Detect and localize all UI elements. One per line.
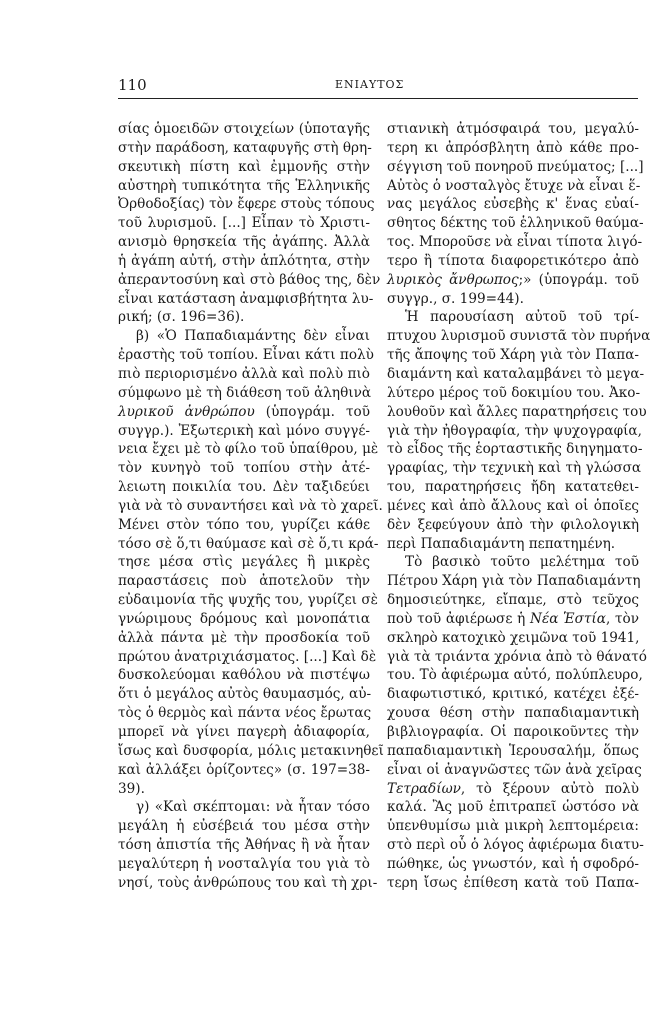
text-line	[387, 610, 639, 629]
text-line: λειωτη ποικιλία του. Δὲν ταξιδεύει	[118, 479, 370, 496]
text-line: πιὸ περιορισμένο ἀλλὰ καὶ πολὺ πιὸ	[118, 365, 370, 382]
text-line: στὸ περὶ οὗ ὁ λόγος ἀφιέρωμα διατυ-	[387, 837, 644, 854]
text-line: τὸς ὁ θερμὸς καὶ πάντα νέος ἔρωτας	[118, 705, 372, 722]
text-line: εὐδαιμονία τῆς ψυχῆς του, γυρίζει σὲ	[118, 592, 378, 609]
text-line: Αὐτὸς ὁ νοσταλγὸς ἔτυχε νὰ εἶναι ἕ-	[387, 177, 641, 194]
text-line: του, παρατηρήσεις ἤδη κατατεθει-	[387, 479, 639, 496]
text-line: δυσκολεύομαι καθόλου νὰ πιστέψω	[118, 667, 370, 684]
text-line: μένες καὶ ἀπὸ ἄλλους καὶ οἱ ὁποῖες	[387, 497, 639, 514]
text-line: τῆς ἄποψης τοῦ Χάρη γιὰ τὸν Παπα-	[387, 347, 639, 364]
text-line: σέγγιση τοῦ πονηροῦ πνεύματος; [...]	[387, 158, 644, 175]
text-line: του. Τὸ ἀφιέρωμα αὐτό, πολύπλευρο,	[387, 667, 643, 684]
text-line: στιανικὴ ἀτμόσφαιρά του, μεγαλύ-	[387, 121, 639, 137]
text-line: ἐραστὴς τοῦ τοπίου. Εἶναι κάτι πολὺ	[118, 347, 374, 364]
text-line: νεια ἔχει μὲ τὸ φίλο τοῦ ὑπαίθρου, μὲ	[118, 441, 379, 458]
left-text-column	[118, 120, 384, 893]
text-line	[387, 780, 639, 799]
text-line: τὸ εἶδος τῆς ἑορταστικῆς διηγηματο-	[387, 441, 643, 458]
text-line: διαμάντη καὶ καταλαμβάνει τὸ μεγα-	[387, 365, 645, 382]
text-line: χουσα θέση στὴν παπαδιαμαντικὴ	[387, 705, 639, 722]
page-number: 110	[118, 76, 147, 94]
text-line: καὶ ἀλλάξει ὁρίζοντες» (σ. 197=38-	[118, 761, 370, 778]
text-line: Ἡ παρουσίαση αὐτοῦ τοῦ τρί-	[405, 309, 639, 326]
text-line: διαφωτιστικό, κριτικό, κατέχει ἐξέ-	[387, 686, 639, 703]
text-line: ὅτι ὁ μεγάλος αὐτὸς θαυμασμός, αὐ-	[118, 686, 372, 703]
text-line: συγγρ.). Ἐξωτερικὴ καὶ μόνο συγγέ-	[118, 422, 370, 439]
text-line: σύμφωνο μὲ τὴ διάθεση τοῦ ἀληθινὰ	[118, 384, 372, 401]
text-run: ;» (ὑπογράμ. τοῦ	[518, 271, 639, 288]
page-header	[118, 76, 530, 98]
text-line: ανισμὸ θρησκεία τῆς ἀγάπης. Ἀλλὰ	[118, 234, 370, 251]
text-line: Ὀρθοδοξίας) τὸν ἔφερε στοὺς τόπους	[118, 196, 375, 213]
text-line: τὸν κυνηγὸ τοῦ τοπίου στὴν ἀτέ-	[118, 460, 370, 477]
text-line: γραφίας, τὴν τεχνικὴ καὶ τὴ γλώσσα	[387, 460, 642, 477]
text-line	[118, 403, 370, 422]
text-line: πτυχου λυρισμοῦ συνιστᾶ τὸν πυρήνα	[387, 328, 651, 345]
text-line: σκευτικὴ πίστη καὶ ἐμμονῆς στὴν	[118, 158, 370, 175]
text-line: γιὰ τὰ τριάντα χρόνια ἀπὸ τὸ θάνατό	[387, 648, 647, 665]
text-line: πώθηκε, ὡς γνωστόν, καὶ ἡ σφοδρό-	[387, 855, 639, 872]
text-line: δημοσιεύτηκε, εἴπαμε, στὸ τεῦχος	[387, 592, 639, 609]
text-line: μεγάλη ἡ εὐσέβειά του μέσα στὴν	[118, 818, 370, 835]
text-line: καλά. Ἂς μοῦ ἐπιτραπεῖ ὡστόσο νὰ	[387, 799, 639, 816]
text-line: σίας ὁμοειδῶν στοιχείων (ὑποταγῆς	[118, 121, 370, 137]
text-line: Μένει στὸν τόπο του, γυρίζει κάθε	[118, 516, 370, 533]
text-line: τοῦ λυρισμοῦ. [...] Εἶπαν τὸ Χριστι-	[118, 215, 370, 232]
text-line: τησε μέσα στὶς μεγάλες ἢ μικρὲς	[118, 554, 370, 571]
text-line: βιβλιογραφία. Οἱ παροικοῦντες τὴν	[387, 724, 639, 740]
text-run: , τὸ ξέρουν αὐτὸ πολὺ	[460, 780, 639, 797]
text-line: γιὰ τὴν ἠθογραφία, τὴν ψυχογραφία,	[387, 422, 642, 439]
text-line: Τὸ βασικὸ τοῦτο μελέτημα τοῦ	[405, 554, 639, 571]
text-line: αὐστηρὴ τυπικότητα τῆς Ἑλληνικῆς	[118, 177, 370, 194]
text-line: λύτερο μέρος τοῦ δοκιμίου του. Ἀκο-	[387, 384, 641, 401]
text-line: ἀλλὰ πάντα μὲ τὴν προσδοκία τοῦ	[118, 629, 370, 646]
text-line: γ) «Καὶ σκέπτομαι: νὰ ἦταν τόσο	[136, 799, 370, 816]
header-rule	[118, 98, 638, 99]
text-line: περὶ Παπαδιαμάντη πεπατημένη.	[387, 535, 616, 552]
text-line: εἶναι οἱ ἀναγνῶστες τῶν ἀνὰ χεῖρας	[387, 761, 642, 778]
text-line: β) «Ὁ Παπαδιαμάντης δὲν εἶναι	[136, 328, 370, 345]
text-line: γνώριμους δρόμους καὶ μονοπάτια	[118, 610, 370, 627]
text-line: παραστάσεις ποὺ ἀποτελοῦν τὴν	[118, 573, 370, 590]
text-line: νησί, τοὺς ἀνθρώπους του καὶ τὴ χρι-	[118, 874, 378, 891]
text-line: δὲν ξεφεύγουν ἀπὸ τὴν φιλολογικὴ	[387, 516, 639, 533]
text-line: 39).	[118, 780, 145, 797]
text-line: ἀπεραντοσύνη καὶ στὸ βάθος της, δὲν	[118, 271, 381, 288]
text-line: συγγρ., σ. 199=44).	[387, 290, 524, 307]
text-line: στὴν παράδοση, καταφυγῆς στὴ θρη-	[118, 139, 372, 156]
text-line: σκληρὸ κατοχικὸ χειμῶνα τοῦ 1941,	[387, 629, 640, 646]
text-line: πρώτου ἀνατριχιάσματος. [...] Καὶ δὲ	[118, 648, 377, 665]
text-run: ποὺ τοῦ ἀφιέρωσε ἡ	[387, 610, 531, 627]
italic-text: Τετραδίων	[387, 780, 461, 797]
italic-text: Νέα Ἑστία	[530, 610, 606, 627]
text-line: σθητος δέκτης τοῦ ἑλληνικοῦ θαύμα-	[387, 215, 644, 232]
running-head: ΕΝΙΑΥΤΟΣ	[335, 78, 405, 91]
text-line: παπαδιαμαντικὴ Ἱερουσαλήμ, ὅπως	[387, 742, 639, 759]
text-line: τερο ἢ τίποτα διαφορετικότερο ἀπὸ	[387, 252, 639, 269]
text-line: ἡ ἀγάπη αὐτή, στὴν ἁπλότητα, στὴν	[118, 252, 370, 269]
text-line: εἶναι κατάσταση ἀναμφισβήτητα λυ-	[118, 290, 374, 307]
text-run: (ὑπογράμ. τοῦ	[254, 403, 370, 420]
text-line: τερη κι ἀπρόσβλητη ἀπὸ κάθε προ-	[387, 139, 639, 156]
text-line: λουθοῦν καὶ ἄλλες παρατηρήσεις του	[387, 403, 647, 420]
text-line: μπορεῖ νὰ γίνει παγερὴ ἀδιαφορία,	[118, 724, 370, 740]
text-line: ρική; (σ. 196=36).	[118, 309, 245, 326]
text-line: τος. Μποροῦσε νὰ εἶναι τίποτα λιγό-	[387, 234, 643, 251]
italic-text: λυρικὸς ἄνθρωπος	[387, 271, 519, 288]
text-run: , τὸν	[605, 610, 639, 627]
text-line: ἴσως καὶ δυσφορία, μόλις μετακινηθεῖ	[118, 742, 384, 759]
italic-text: λυρικοῦ ἀνθρώπου	[118, 403, 255, 420]
text-line: τερη ἴσως ἐπίθεση κατὰ τοῦ Παπα-	[387, 874, 639, 891]
text-line: νας μεγάλος εὐσεβὴς κ' ἕνας εὐαί-	[387, 196, 639, 213]
right-text-column	[387, 120, 651, 893]
text-line	[387, 271, 639, 290]
text-line: μεγαλύτερη ἡ νοσταλγία του γιὰ τὸ	[118, 855, 370, 872]
text-line: τόση ἀπιστία τῆς Ἀθήνας ἢ νὰ ἦταν	[118, 837, 370, 854]
text-line: ὑπενθυμίσω μιὰ μικρὴ λεπτομέρεια:	[387, 818, 639, 835]
text-line: γιὰ νὰ τὸ συναντήσει καὶ νὰ τὸ χαρεῖ.	[118, 497, 383, 514]
text-line: Πέτρου Χάρη γιὰ τὸν Παπαδιαμάντη	[387, 573, 641, 590]
text-line: τόσο σὲ ὅ,τι θαύμασε καὶ σὲ ὅ,τι κρά-	[118, 535, 379, 552]
